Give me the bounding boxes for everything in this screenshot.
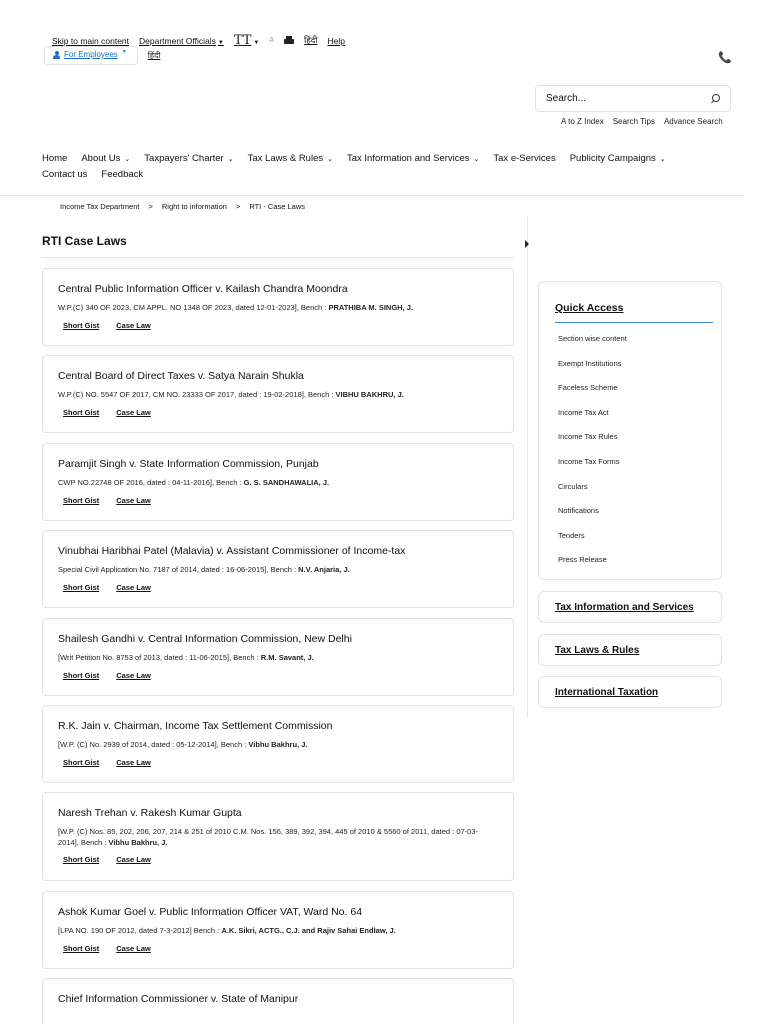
for-employees-link[interactable]: For Employees	[64, 50, 118, 59]
nav-item-about-us[interactable]	[81, 153, 130, 164]
nav-label: Taxpayers' Charter	[144, 153, 224, 164]
case-title: R.K. Jain v. Chairman, Income Tax Settlement Commission	[58, 720, 333, 732]
contrast-toggle[interactable]: A	[269, 37, 275, 44]
case-bench: G. S. SANDHAWALIA, J.	[243, 478, 330, 487]
column-divider	[527, 217, 528, 717]
breadcrumb-item-current: RTI - Case Laws	[249, 202, 306, 211]
search-links	[561, 117, 723, 126]
print-icon[interactable]	[284, 36, 294, 45]
title-divider	[42, 257, 514, 258]
breadcrumb-item-right-to-information[interactable]: Right to information	[161, 202, 227, 211]
case-card	[42, 355, 514, 433]
case-links	[58, 583, 498, 592]
quick-access-item[interactable]: Income Tax Forms	[558, 456, 620, 466]
quick-access-item[interactable]: Tenders	[558, 530, 585, 540]
skip-link[interactable]: Skip to main content	[52, 35, 130, 46]
nav-label: Home	[42, 153, 68, 164]
case-law-link[interactable]: Case Law	[116, 943, 151, 953]
chevron-down-icon: ⌄	[124, 156, 131, 163]
side-link-tax-information-services[interactable]	[538, 591, 722, 623]
case-law-link[interactable]: Case Law	[116, 495, 151, 505]
case-bench: VIBHU BAKHRU, J.	[335, 390, 404, 399]
nav-item-tax-laws-rules[interactable]	[248, 153, 333, 164]
case-meta	[58, 478, 498, 489]
search-icon[interactable]	[710, 94, 720, 104]
search-tips-link[interactable]: Search Tips	[612, 117, 655, 126]
case-card	[42, 618, 514, 696]
case-title: Paramjit Singh v. State Information Commission, Punjab	[58, 458, 319, 470]
case-meta	[58, 303, 498, 314]
case-card	[42, 530, 514, 608]
search-box	[535, 85, 731, 112]
department-officials-menu[interactable]	[139, 36, 224, 46]
quick-access-title[interactable]: Quick Access	[555, 302, 624, 314]
nav-label: Tax e-Services	[493, 153, 556, 164]
case-meta	[58, 740, 498, 751]
quick-access-item[interactable]: Income Tax Rules	[558, 432, 618, 442]
case-title: Chief Information Commissioner v. State of Manipur	[58, 993, 299, 1005]
side-link-tax-laws-rules[interactable]	[538, 634, 722, 666]
case-links	[58, 671, 498, 680]
case-citation: [Writ Petition No. 8753 of 2013, dated : 11-06-2015], Bench :	[58, 653, 261, 662]
case-card	[42, 443, 514, 521]
hindi-link[interactable]: हिंदी	[304, 35, 318, 45]
short-gist-link[interactable]: Short Gist	[63, 407, 100, 417]
case-links	[58, 408, 498, 417]
phone-icon[interactable]: 📞	[718, 52, 732, 64]
case-meta	[58, 653, 498, 664]
hindi-link-secondary[interactable]: हिंदी	[147, 51, 161, 60]
nav-item-tax-information-services[interactable]	[347, 153, 479, 164]
page-title: RTI Case Laws	[42, 234, 127, 248]
case-meta	[58, 827, 498, 848]
case-links	[58, 321, 498, 330]
case-links	[58, 496, 498, 505]
case-citation: Special Civil Application No. 7187 of 2014, dated : 16-06-2015], Bench :	[58, 565, 299, 574]
case-bench: Vibhu Bakhru, J.	[248, 740, 308, 749]
nav-label: About Us	[81, 153, 121, 164]
nav-divider	[0, 195, 744, 196]
side-link-international-taxation[interactable]	[538, 676, 722, 708]
case-card	[42, 268, 514, 346]
caret-down-icon: ▼	[253, 40, 260, 46]
breadcrumb-item-income-tax-department[interactable]: Income Tax Department	[60, 202, 140, 211]
side-link-label: Tax Information and Services	[555, 601, 694, 613]
case-meta	[58, 390, 498, 401]
quick-access-underline	[555, 322, 713, 323]
side-link-label: International Taxation	[555, 686, 659, 698]
quick-access-item[interactable]: Faceless Scheme	[558, 383, 618, 393]
case-meta	[58, 926, 498, 937]
case-bench: A.K. Sikri, ACTG., C.J. and Rajiv Sahai Endlaw, J.	[221, 926, 396, 935]
short-gist-link[interactable]: Short Gist	[63, 495, 100, 505]
case-law-link[interactable]: Case Law	[116, 757, 151, 767]
department-officials-label: Department Officials	[139, 35, 216, 46]
chevron-down-icon: ⌄	[473, 156, 480, 163]
quick-access-item[interactable]: Section wise content	[558, 334, 627, 343]
utility-bar-secondary	[44, 46, 160, 65]
caret-right-icon[interactable]	[525, 240, 529, 248]
nav-label: Tax Information and Services	[347, 153, 470, 164]
case-title: Naresh Trehan v. Rakesh Kumar Gupta	[58, 807, 242, 819]
case-law-link[interactable]: Case Law	[116, 855, 151, 864]
case-citation: [W.P. (C) No. 2939 of 2014, dated : 05-12-2014], Bench :	[58, 740, 249, 749]
short-gist-link[interactable]: Short Gist	[63, 943, 100, 953]
user-icon	[53, 51, 60, 59]
for-employees-menu[interactable]	[44, 46, 138, 65]
case-title: Shailesh Gandhi v. Central Information Commission, New Delhi	[58, 633, 352, 645]
font-size-control[interactable]	[234, 33, 260, 48]
advance-search-link[interactable]: Advance Search	[663, 117, 723, 126]
caret-down-icon: ▼	[121, 48, 127, 55]
case-links	[58, 855, 498, 864]
case-title: Ashok Kumar Goel v. Public Information Officer VAT, Ward No. 64	[58, 906, 363, 918]
nav-item-tax-e-services[interactable]	[493, 153, 555, 164]
search-input[interactable]	[546, 93, 696, 104]
short-gist-link[interactable]: Short Gist	[63, 670, 100, 680]
case-card	[42, 891, 514, 969]
chevron-down-icon: ⌄	[327, 156, 333, 163]
case-law-link[interactable]: Case Law	[116, 320, 151, 330]
case-citation: [W.P. (C) Nos. 85, 202, 206, 207, 214 & 251 of 2010 C.M. Nos. 156, 389, 392, 394, 445 of 2010 & 5560 of 2011, dated : 07-03-2014], Bench :	[58, 827, 479, 847]
case-meta	[58, 565, 498, 576]
main-nav	[42, 153, 682, 180]
case-law-link[interactable]: Case Law	[116, 582, 151, 592]
case-bench: R.M. Savant, J.	[260, 653, 314, 662]
quick-access-panel	[538, 281, 722, 580]
quick-access-item[interactable]: Exempt Institutions	[558, 358, 622, 368]
short-gist-link[interactable]: Short Gist	[63, 855, 100, 864]
nav-item-taxpayers-charter[interactable]	[144, 153, 233, 164]
case-citation: [LPA NO. 190 OF 2012, dated 7-3-2012] Bench :	[58, 926, 222, 935]
nav-label: Contact us	[42, 169, 88, 180]
case-bench: N.V. Anjaria, J.	[298, 565, 350, 574]
case-bench: Vibhu Bakhru, J.	[108, 837, 168, 847]
case-law-link[interactable]: Case Law	[116, 670, 151, 680]
quick-access-list	[555, 333, 711, 579]
short-gist-link[interactable]: Short Gist	[63, 757, 100, 767]
side-link-label: Tax Laws & Rules	[555, 644, 640, 656]
breadcrumb-separator: >	[148, 202, 153, 211]
text-size-icon: TT	[233, 33, 252, 48]
case-card	[42, 705, 514, 783]
case-law-link[interactable]: Case Law	[116, 407, 151, 417]
nav-label: Publicity Campaigns	[569, 153, 656, 164]
breadcrumb-separator: >	[235, 202, 241, 211]
case-citation: CWP NO.22748 OF 2016, dated : 04-11-2016], Bench :	[58, 478, 244, 487]
help-link[interactable]: Help	[327, 35, 345, 46]
quick-access-item[interactable]: Income Tax Act	[558, 407, 609, 417]
case-title: Central Public Information Officer v. Kailash Chandra Moondra	[58, 283, 348, 295]
nav-item-feedback[interactable]	[101, 169, 143, 180]
nav-label: Feedback	[101, 169, 144, 180]
quick-access-item[interactable]: Notifications	[558, 506, 599, 516]
short-gist-link[interactable]: Short Gist	[63, 582, 100, 592]
case-links	[58, 944, 498, 953]
case-card	[42, 792, 514, 881]
case-links	[58, 758, 498, 767]
nav-item-home[interactable]	[42, 153, 67, 164]
chevron-down-icon: ⌄	[659, 156, 666, 163]
chevron-down-icon: ⌄	[227, 156, 234, 163]
caret-down-icon: ▼	[217, 39, 224, 46]
nav-item-publicity-campaigns[interactable]	[570, 153, 666, 164]
case-bench: PRATHIBA M. SINGH, J.	[328, 303, 414, 312]
case-card	[42, 978, 514, 1024]
short-gist-link[interactable]: Short Gist	[63, 320, 100, 330]
breadcrumb	[60, 202, 305, 211]
case-title: Vinubhai Haribhai Patel (Malavia) v. Assistant Commissioner of Income-tax	[58, 545, 406, 557]
nav-item-contact-us[interactable]	[42, 169, 87, 180]
a-to-z-index-link[interactable]: A to Z Index	[561, 117, 604, 126]
quick-access-item[interactable]: Press Release	[558, 555, 607, 565]
quick-access-item[interactable]: Circulars	[558, 481, 588, 491]
case-citation: W.P.(C) NO. 5547 OF 2017, CM NO. 23333 OF 2017, dated : 19-02-2018], Bench :	[58, 390, 336, 399]
nav-label: Tax Laws & Rules	[247, 153, 324, 164]
case-citation: W.P.(C) 340 OF 2023, CM APPL. NO 1348 OF 2023, dated 12-01-2023], Bench :	[58, 303, 329, 312]
case-title: Central Board of Direct Taxes v. Satya Narain Shukla	[58, 370, 304, 382]
